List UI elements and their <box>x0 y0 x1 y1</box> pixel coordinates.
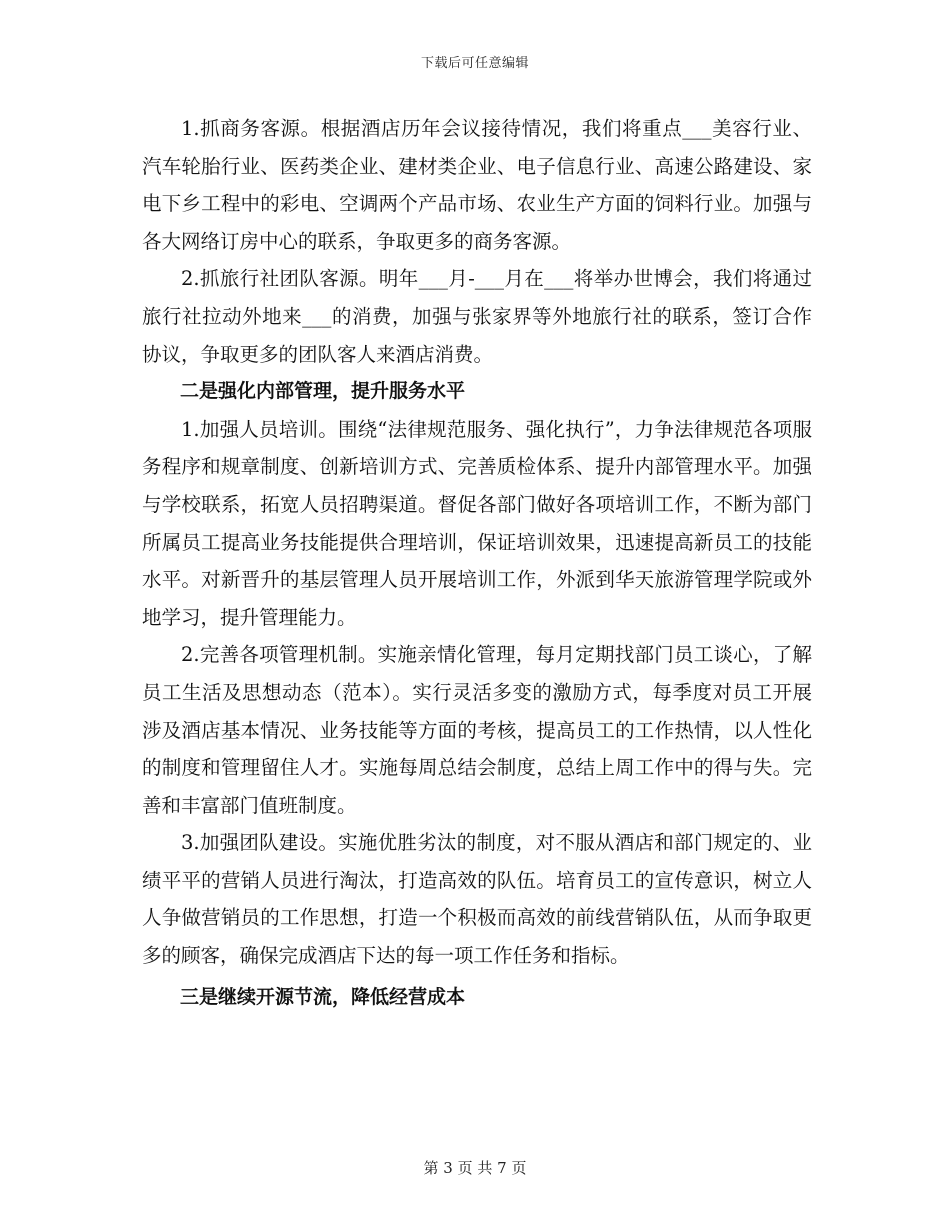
section-heading-internal-management: 二是强化内部管理，提升服务水平 <box>180 380 466 403</box>
paragraph-business-clients: 1.抓商务客源。根据酒店历年会议接待情况，我们将重点___美容行业、汽车轮胎行业、医药类企业、建材类企业、电子信息行业、高速公路建设、家电下乡工程中的彩电、空调两个产品市场、农业生产方面的饲料行业。加强与各大网络订房中心的联系，争取更多的商务客源。 <box>142 117 812 253</box>
paragraph-management-mechanisms: 2.完善各项管理机制。实施亲情化管理，每月定期找部门员工谈心，了解员工生活及思想动态（范本）。实行灵活多变的激励方式，每季度对员工开展涉及酒店基本情况、业务技能等方面的考核，提高员工的工作热情，以人性化的制度和管理留住人才。实施每周总结会制度，总结上周工作中的得与失。完善和丰富部门值班制度。 <box>142 643 812 817</box>
document-body <box>142 110 812 1016</box>
page-footer: 第 3 页 共 7 页 <box>423 1159 527 1177</box>
paragraph-team-building: 3.加强团队建设。实施优胜劣汰的制度，对不服从酒店和部门规定的、业绩平平的营销人员进行淘汰，打造高效的队伍。培育员工的宣传意识，树立人人争做营销员的工作思想，打造一个积极而高效的前线营销队伍，从而争取更多的顾客，确保完成酒店下达的每一项工作任务和指标。 <box>142 831 812 968</box>
paragraph-staff-training: 1.加强人员培训。围绕“法律规范服务、强化执行”，力争法律规范各项服务程序和规章制度、创新培训方式、完善质检体系、提升内部管理水平。加强与学校联系，拓宽人员招聘渠道。督促各部门做好各项培训工作，不断为部门所属员工提高业务技能提供合理培训，保证培训效果，迅速提高新员工的技能水平。对新晋升的基层管理人员开展培训工作，外派到华天旅游管理学院或外地学习，提升管理能力。 <box>142 417 812 629</box>
paragraph-travel-agency-clients: 2.抓旅行社团队客源。明年___月-___月在___将举办世博会，我们将通过旅行社拉动外地来___的消费，加强与张家界等外地旅行社的联系，签订合作协议，争取更多的团队客人来酒店消费。 <box>142 267 812 366</box>
section-heading-cost-reduction: 三是继续开源节流，降低经营成本 <box>180 985 466 1008</box>
page-header: 下载后可任意编辑 <box>420 56 529 71</box>
